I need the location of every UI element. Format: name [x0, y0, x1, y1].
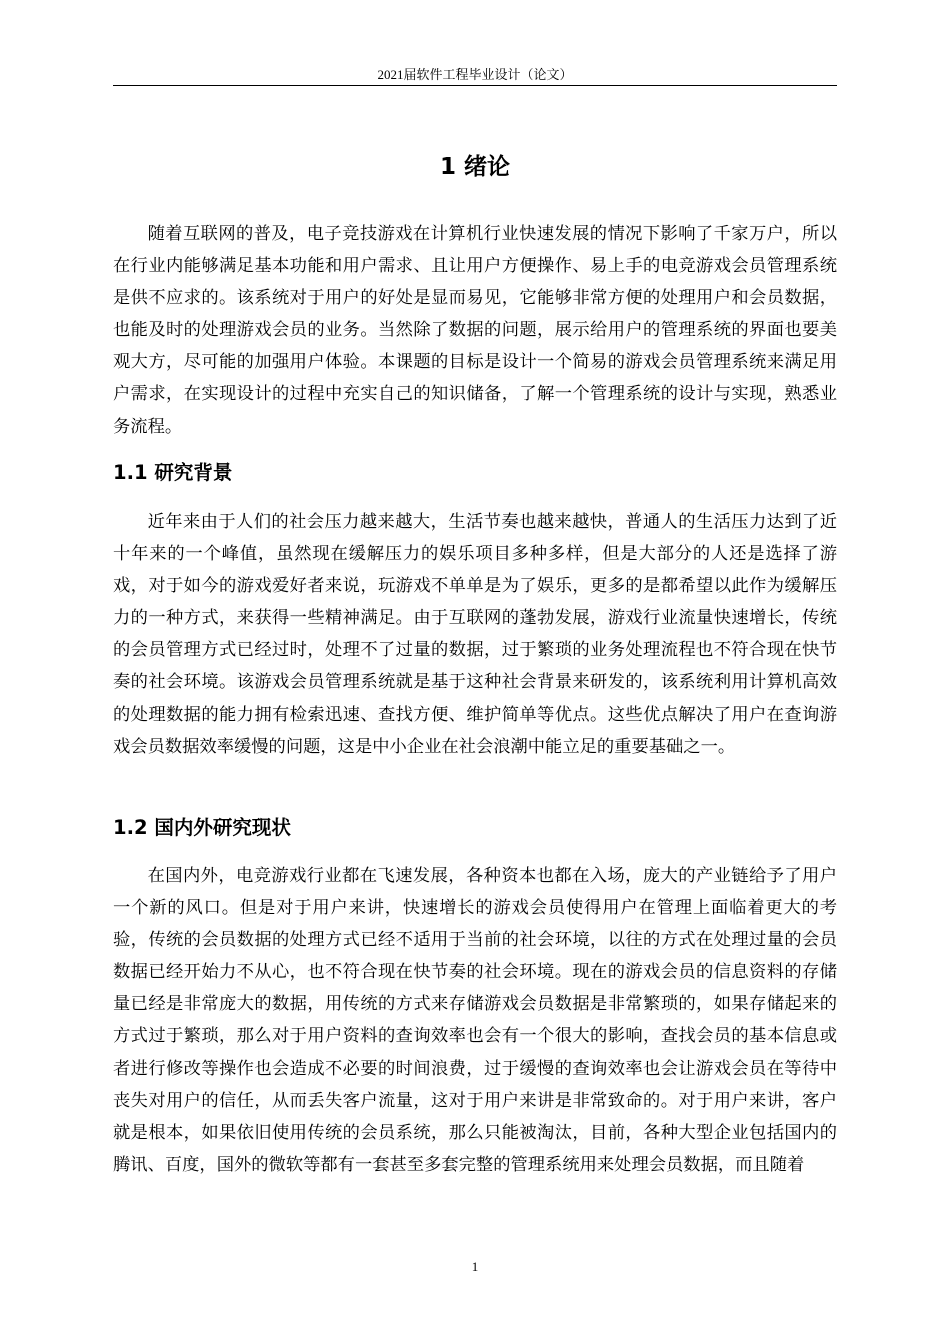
section-heading-research-status: 1.2 国内外研究现状: [113, 816, 291, 839]
paragraph-research-background: 近年来由于人们的社会压力越来越大，生活节奏也越来越快，普通人的生活压力达到了近十年来的一个峰值，虽然现在缓解压力的娱乐项目多种多样，但是大部分的人还是选择了游戏，对于如今的游戏爱好者来说，玩游戏不单单是为了娱乐，更多的是都希望以此作为缓解压力的一种方式，来获得一些精神满足。由于互联网的蓬勃发展，游戏行业流量快速增长，传统的会员管理方式已经过时，处理不了过量的数据，过于繁琐的业务处理流程也不符合现在快节奏的社会环境。该游戏会员管理系统就是基于这种社会背景来研发的，该系统利用计算机高效的处理数据的能力拥有检索迅速、查找方便、维护简单等优点。这些优点解决了用户在查询游戏会员数据效率缓慢的问题，这是中小企业在社会浪潮中能立足的重要基础之一。: [113, 512, 837, 757]
chapter-title: 1 绪论: [439, 154, 510, 180]
page-number: 1: [471, 1259, 479, 1274]
intro-paragraph: 随着互联网的普及，电子竞技游戏在计算机行业快速发展的情况下影响了千家万户，所以在行业内能够满足基本功能和用户需求、且让用户方便操作、易上手的电竞游戏会员管理系统是供不应求的。该系统对于用户的好处是显而易见，它能够非常方便的处理用户和会员数据，也能及时的处理游戏会员的业务。当然除了数据的问题，展示给用户的管理系统的界面也要美观大方，尽可能的加强用户体验。本课题的目标是设计一个简易的游戏会员管理系统来满足用户需求，在实现设计的过程中充实自己的知识储备，了解一个管理系统的设计与实现，熟悉业务流程。: [113, 224, 837, 437]
paragraph-research-status: 在国内外，电竞游戏行业都在飞速发展，各种资本也都在入场，庞大的产业链给予了用户一个新的风口。但是对于用户来讲，快速增长的游戏会员使得用户在管理上面临着更大的考验，传统的会员数据的处理方式已经不适用于当前的社会环境，以往的方式在处理过量的会员数据已经开始力不从心，也不符合现在快节奏的社会环境。现在的游戏会员的信息资料的存储量已经是非常庞大的数据，用传统的方式来存储游戏会员数据是非常繁琐的，如果存储起来的方式过于繁琐，那么对于用户资料的查询效率也会有一个很大的影响，查找会员的基本信息或者进行修改等操作也会造成不必要的时间浪费，过于缓慢的查询效率也会让游戏会员在等待中丧失对用户的信任，从而丢失客户流量，这对于用户来讲是非常致命的。对于用户来讲，客户就是根本，如果依旧使用传统的会员系统，那么只能被淘汰，目前，各种大型企业包括国内的腾讯、百度，国外的微软等都有一套甚至多套完整的管理系统用来处理会员数据，而且随着: [113, 866, 837, 1175]
running-header: 2021届软件工程毕业设计（论文）: [377, 67, 573, 82]
section-heading-research-background: 1.1 研究背景: [113, 461, 233, 484]
header-divider: [113, 85, 837, 86]
